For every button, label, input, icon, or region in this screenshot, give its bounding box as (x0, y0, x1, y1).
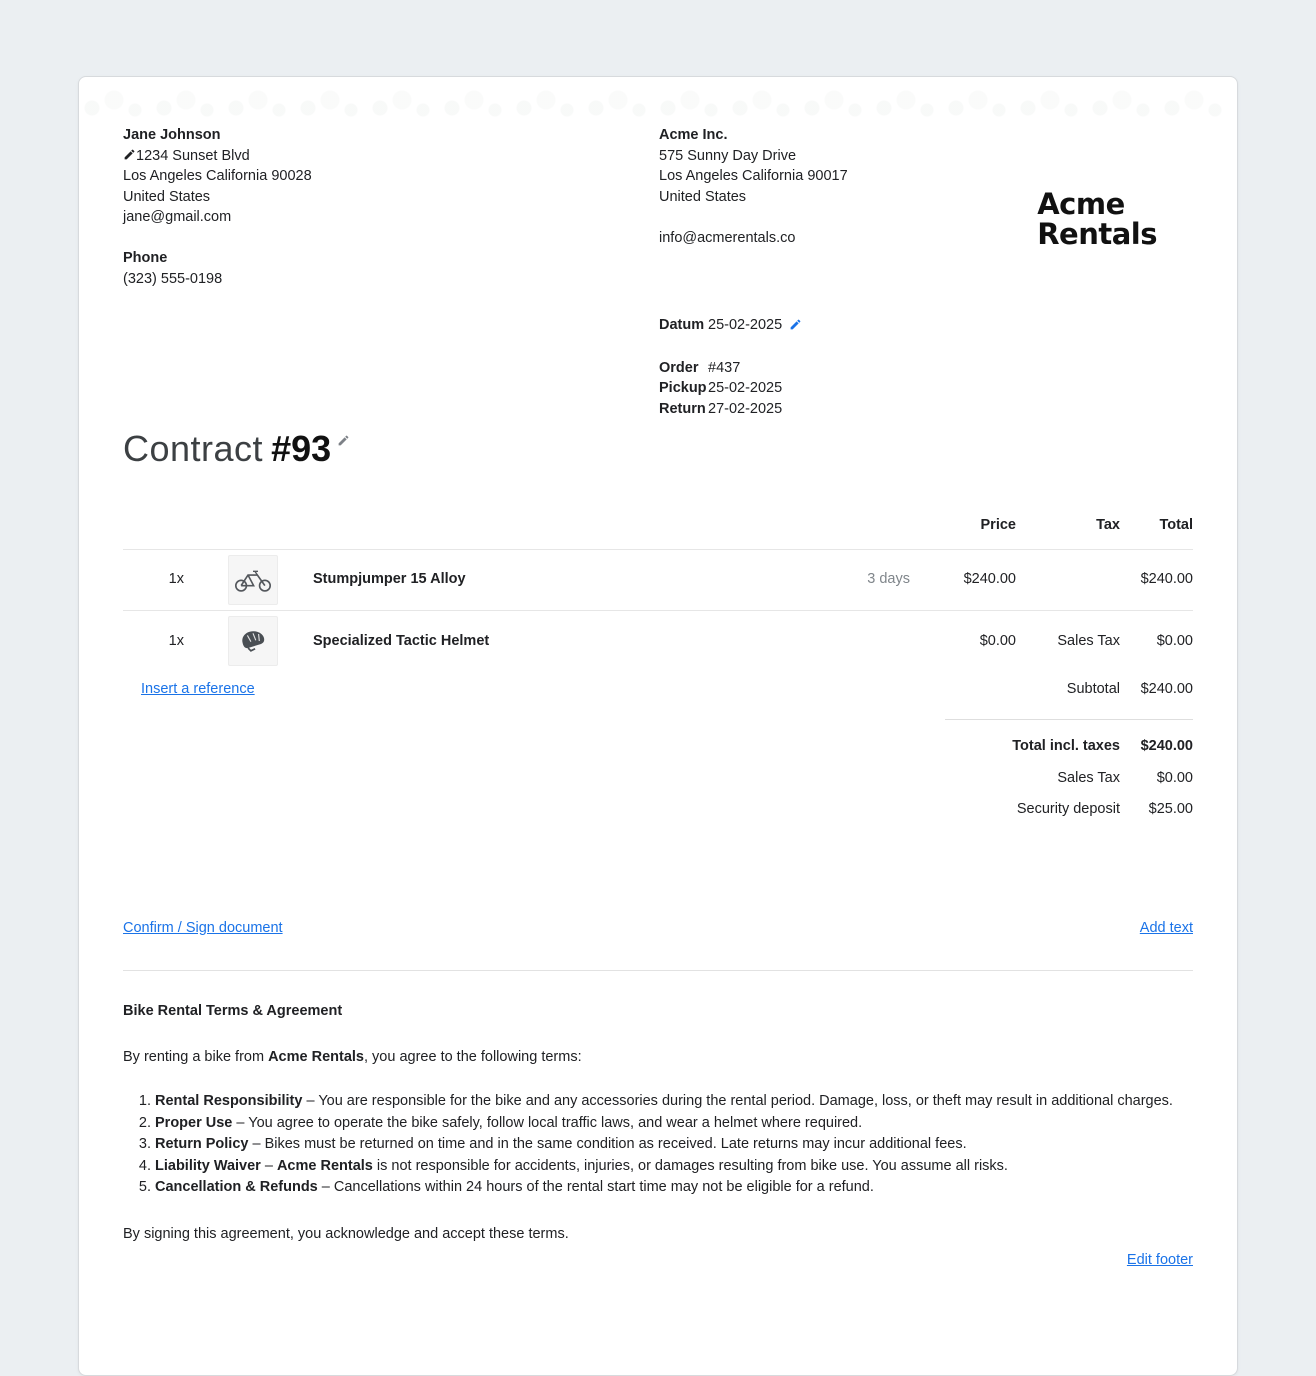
item-duration: 3 days (867, 571, 910, 588)
page-title (123, 427, 1193, 471)
terms-item-3: 3. Return Policy – Bikes must be returned on time and in the same condition as received. Late returns may incur additional fees. (138, 1136, 967, 1152)
insert-reference-link[interactable]: Insert a reference (141, 680, 255, 697)
customer-email: jane@gmail.com (123, 209, 232, 225)
security-deposit-label: Security deposit (1016, 801, 1120, 817)
company-name: Acme Inc. (659, 127, 728, 143)
company-city: Los Angeles California 90017 (659, 168, 848, 184)
item-thumbnail (228, 616, 278, 666)
customer-name: Jane Johnson (123, 127, 221, 143)
customer-block (123, 125, 659, 289)
pickup-label: Pickup (659, 380, 707, 396)
table-row[interactable] (123, 550, 1193, 611)
company-street: 575 Sunny Day Drive (659, 147, 797, 164)
item-total: $240.00 (1140, 571, 1193, 588)
tax-column-header: Tax (1096, 517, 1120, 533)
subtotal-value: $240.00 (1140, 680, 1193, 697)
total-incl-taxes-label: Total incl. taxes (1012, 738, 1120, 754)
order-row (659, 358, 1193, 379)
item-name: Stumpjumper 15 Alloy (313, 571, 466, 588)
phone-label: Phone (123, 250, 168, 266)
date-edit-pencil-icon[interactable] (789, 318, 802, 331)
customer-country: United States (123, 188, 211, 205)
add-text-link[interactable]: Add text (1139, 919, 1193, 936)
acme-rentals-logo (1037, 189, 1157, 289)
customer-address-line (123, 146, 659, 167)
order-label: Order (659, 359, 699, 376)
terms-closing: By signing this agreement, you acknowledge and accept these terms. (123, 1225, 569, 1242)
reference-subtotal-row (123, 672, 1193, 700)
document-header (123, 125, 1193, 289)
customer-city: Los Angeles California 90028 (123, 168, 312, 184)
contract-title-word: Contract (123, 428, 264, 469)
terms-intro-post: , you agree to the following terms: (363, 1048, 582, 1065)
item-name: Specialized Tactic Helmet (313, 632, 490, 649)
terms-intro (123, 1047, 1193, 1068)
company-block (659, 125, 959, 289)
terms-item-2: 2. Proper Use – You agree to operate the bike safely, follow local traffic laws, and wear a helmet where required. (138, 1114, 863, 1131)
table-header-row (123, 515, 1193, 550)
item-price: $240.00 (963, 571, 1016, 588)
terms-item-4: 4. Liability Waiver – Acme Rentals is not responsible for accidents, injuries, or damages resulting from bike use. You assume all risks. (138, 1157, 1008, 1174)
datum-label: Datum (659, 317, 705, 333)
price-column-header: Price (980, 517, 1016, 533)
subtotal-label: Subtotal (1066, 680, 1120, 697)
pickup-row (659, 378, 1193, 399)
total-incl-taxes-value: $240.00 (1140, 738, 1193, 754)
sales-tax-label: Sales Tax (1057, 769, 1120, 786)
item-price: $0.00 (979, 632, 1016, 649)
footer-divider (123, 970, 1193, 971)
contract-edit-pencil-icon[interactable] (337, 434, 350, 447)
return-value: 27-02-2025 (708, 400, 783, 417)
company-email: info@acmerentals.co (659, 229, 796, 246)
terms-intro-bold: Acme Rentals (268, 1048, 364, 1065)
document-actions-row (123, 918, 1193, 939)
totals-block (945, 719, 1193, 820)
sales-tax-row (945, 768, 1193, 789)
terms-list (123, 1091, 1193, 1199)
order-meta-block (659, 315, 1193, 419)
datum-value: 25-02-2025 (708, 317, 783, 333)
item-thumbnail (228, 555, 278, 605)
customer-phone: (323) 555-0198 (123, 270, 223, 287)
customer-street: 1234 Sunset Blvd (136, 147, 250, 164)
return-row (659, 399, 1193, 420)
terms-item-5: 5. Cancellation & Refunds – Cancellations within 24 hours of the rental start time may not be eligible for a refund. (138, 1179, 874, 1195)
total-column-header: Total (1159, 517, 1193, 533)
logo-line-2: Rentals (1037, 217, 1157, 251)
pickup-value: 25-02-2025 (708, 380, 783, 396)
return-label: Return (659, 400, 706, 417)
line-items-table (123, 515, 1193, 672)
contract-number: #93 (271, 428, 332, 469)
edit-footer-link[interactable]: Edit footer (1126, 1252, 1193, 1268)
total-incl-taxes-row (945, 736, 1193, 757)
item-tax: Sales Tax (1057, 632, 1120, 649)
order-value: #437 (708, 359, 741, 376)
terms-heading: Bike Rental Terms & Agreement (123, 1003, 343, 1019)
table-row[interactable] (123, 611, 1193, 672)
datum-row (659, 315, 1193, 336)
helmet-icon (239, 629, 267, 653)
company-country: United States (659, 188, 747, 205)
security-deposit-row (945, 799, 1193, 820)
security-deposit-value: $25.00 (1148, 801, 1193, 817)
item-total: $0.00 (1156, 632, 1193, 649)
logo-line-1: Acme (1037, 187, 1125, 221)
bike-icon (233, 567, 273, 593)
sales-tax-value: $0.00 (1156, 769, 1193, 786)
item-quantity: 1x (168, 571, 184, 588)
header-watermark-pattern (80, 78, 1236, 118)
contract-document-card (78, 76, 1238, 1376)
terms-intro-pre: By renting a bike from (123, 1048, 269, 1065)
item-quantity: 1x (168, 632, 184, 649)
address-edit-pencil-icon[interactable] (123, 148, 136, 161)
confirm-sign-document-link[interactable]: Confirm / Sign document (123, 919, 283, 936)
terms-item-1: 1. Rental Responsibility – You are responsible for the bike and any accessories during the rental period. Damage, loss, or theft may result in additional charges. (138, 1093, 1173, 1109)
